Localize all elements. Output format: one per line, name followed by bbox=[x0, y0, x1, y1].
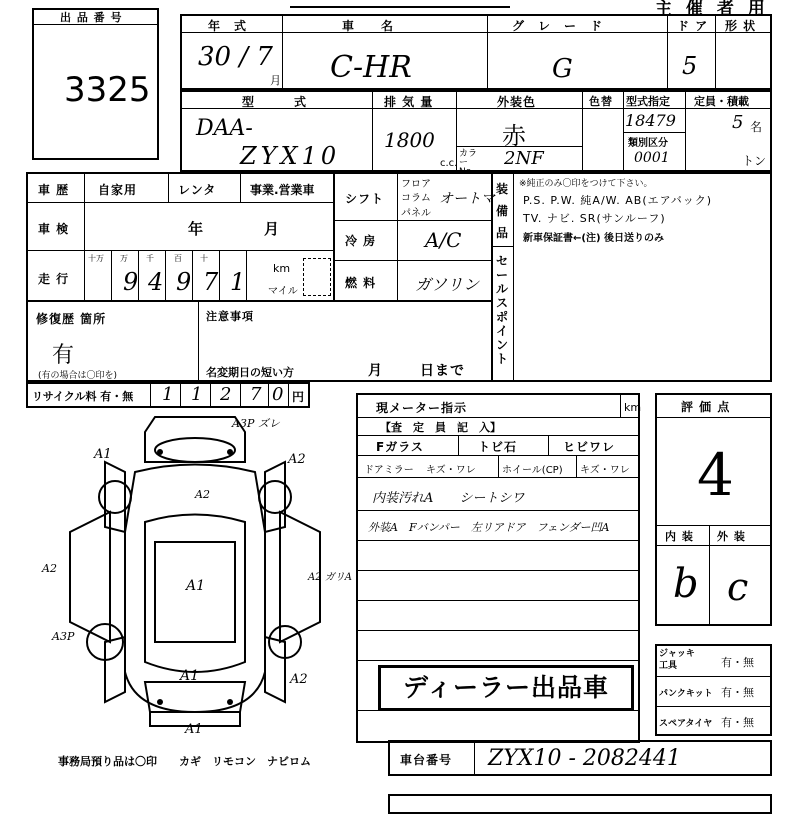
recycle-digit: 0 bbox=[272, 384, 284, 405]
mileage-label: 走 行 bbox=[38, 272, 70, 286]
inspection-label: 車 検 bbox=[38, 222, 70, 236]
year-label: 年 式 bbox=[208, 19, 248, 33]
score-label: 評 価 点 bbox=[681, 400, 731, 414]
name-change-month: 月 bbox=[368, 363, 383, 379]
cc-unit: c.c. bbox=[440, 158, 458, 169]
type-value-line1: DAA- bbox=[196, 116, 253, 141]
mileage-place-10: 十 bbox=[200, 254, 208, 263]
lot-number-box bbox=[32, 8, 159, 160]
bottom-box bbox=[388, 794, 772, 814]
mileage-digit: 9 bbox=[123, 268, 139, 296]
history-option-business: 事業.営業車 bbox=[250, 183, 315, 197]
inspector-note-line1: 内装汚れA シートシワ bbox=[372, 491, 525, 506]
fuel-value: ガソリン bbox=[415, 275, 480, 294]
interior-value: b bbox=[673, 561, 699, 607]
shape-label: 形 状 bbox=[725, 19, 757, 33]
fuel-label: 燃 料 bbox=[345, 276, 377, 290]
tool-jack-label: ジャッキ工具 bbox=[659, 649, 695, 671]
doors-value: 5 bbox=[682, 52, 698, 80]
mileage-unit-km: km bbox=[273, 262, 291, 275]
vehicle-row2 bbox=[180, 90, 772, 177]
shift-label: シフト bbox=[345, 192, 385, 206]
class-value: 0001 bbox=[634, 150, 670, 166]
displacement-value: 1800 bbox=[384, 128, 435, 152]
repair-note: (有の場合は〇印を) bbox=[38, 371, 118, 381]
name-change-day: 日まで bbox=[420, 363, 465, 379]
type-designation-value: 18479 bbox=[625, 111, 676, 130]
repair-value: 有 bbox=[52, 343, 75, 368]
vehicle-row1 bbox=[180, 14, 772, 90]
meter-label: 現メーター指示 bbox=[376, 401, 468, 415]
type-designation-label: 型式指定 bbox=[626, 95, 670, 108]
inspector-block bbox=[356, 393, 640, 743]
shift-block bbox=[333, 172, 493, 302]
displacement-label: 排 気 量 bbox=[384, 95, 434, 109]
equipment-note: ※純正のみ〇印をつけて下さい。 bbox=[519, 179, 653, 189]
mileage-digit: 9 bbox=[176, 268, 192, 296]
history-option-private: 自家用 bbox=[98, 183, 138, 197]
lot-number-label: 出 品 番 号 bbox=[60, 11, 123, 24]
inspection-year-unit: 年 bbox=[188, 220, 205, 238]
wheel-label: ホイール(CP) bbox=[502, 465, 563, 476]
chassis-label: 車台番号 bbox=[400, 753, 453, 767]
chassis-block bbox=[388, 740, 772, 776]
damage-mark: A1 bbox=[180, 668, 200, 684]
notes-label: 注意事項 bbox=[206, 310, 254, 323]
damage-mark: A3P ズレ bbox=[232, 417, 280, 430]
shift-option-floor: フロア bbox=[401, 179, 431, 190]
recycle-digit: 1 bbox=[191, 384, 203, 405]
mileage-digit: 1 bbox=[230, 268, 246, 296]
chassis-value: ZYX10 - 2082441 bbox=[488, 746, 681, 771]
lot-number-value: 3325 bbox=[64, 70, 151, 110]
top-blurred-title bbox=[290, 0, 510, 8]
mirror-label: ドアミラー bbox=[364, 465, 414, 476]
history-option-rental: レンタ bbox=[178, 183, 217, 197]
meter-unit: km bbox=[624, 401, 642, 414]
inspector-note-line2: 外装A Fバンパー 左リアドア フェンダー凹A bbox=[368, 521, 610, 534]
wheel-options: キズ・ワレ bbox=[580, 465, 630, 476]
model-label: 車 名 bbox=[342, 19, 395, 33]
damage-mark: A2 ガリA bbox=[308, 572, 352, 583]
ac-value: A/C bbox=[425, 228, 462, 252]
sales-point-label: セールスポイント bbox=[496, 254, 510, 366]
exterior-label: 外 装 bbox=[717, 530, 746, 543]
inspection-month-unit: 月 bbox=[264, 220, 281, 238]
office-items-label: 事務局預り品は〇印 カギ リモコン ナビロム bbox=[58, 755, 311, 768]
grade-label: グ レ ー ド bbox=[512, 19, 604, 33]
ac-label: 冷 房 bbox=[345, 234, 377, 248]
history-label: 車 歴 bbox=[38, 183, 70, 197]
recycle-digit: 1 bbox=[162, 384, 174, 405]
history-block bbox=[26, 172, 335, 302]
crack-label: ヒビワレ bbox=[563, 440, 616, 454]
exterior-color-label: 外装色 bbox=[497, 95, 537, 109]
exterior-value: c bbox=[727, 565, 749, 609]
damage-mark: A1 bbox=[186, 578, 206, 594]
type-value-line2: ZYX10 bbox=[240, 142, 341, 170]
equipment-line2: TV. ナビ. SR(サンルーフ) bbox=[523, 212, 666, 225]
mileage-digit: 4 bbox=[148, 268, 164, 296]
year-month-unit: 月 bbox=[270, 74, 281, 87]
damage-mark: A2 bbox=[288, 452, 306, 467]
ton-unit: トン bbox=[742, 154, 767, 168]
recycle-box bbox=[26, 382, 310, 408]
top-title: 主 催 者 用 bbox=[655, 0, 769, 19]
exterior-color-value: 赤 bbox=[502, 122, 526, 150]
shift-option-column: コラム bbox=[401, 193, 431, 204]
inspector-header: 【査 定 員 記 入】 bbox=[380, 421, 501, 434]
recycle-digit: 7 bbox=[250, 384, 262, 405]
mileage-unit-mile: マイル bbox=[268, 286, 298, 297]
tool-jack-value: 有・無 bbox=[721, 656, 754, 669]
recycle-unit: 円 bbox=[292, 390, 305, 404]
mileage-place-10k: 万 bbox=[120, 254, 128, 263]
damage-mark: A2 bbox=[195, 488, 210, 501]
mirror-options: キズ・ワレ bbox=[426, 465, 476, 476]
mileage-place-1k: 千 bbox=[146, 254, 154, 263]
capacity-unit: 名 bbox=[750, 120, 763, 134]
year-value: 30 / 7 bbox=[198, 42, 273, 72]
color-no-label: カラー No. bbox=[459, 149, 478, 177]
recycle-digit: 2 bbox=[220, 384, 232, 405]
tool-spare-label: スペアタイヤ bbox=[659, 719, 713, 729]
repair-label: 修復歴 箇所 bbox=[36, 312, 107, 326]
tool-puncture-label: パンクキット bbox=[659, 689, 713, 699]
chip-label: トビ石 bbox=[478, 440, 518, 454]
name-change-label: 名変期日の短い方 bbox=[206, 366, 294, 379]
interior-label: 内 装 bbox=[665, 530, 694, 543]
mileage-digit: 7 bbox=[203, 268, 219, 296]
damage-mark: A2 bbox=[42, 562, 57, 575]
mileage-place-100k: 十万 bbox=[88, 254, 104, 263]
damage-mark: A2 bbox=[290, 672, 308, 687]
score-block bbox=[655, 393, 772, 626]
color-no-value: 2NF bbox=[504, 148, 544, 169]
mileage-place-100: 百 bbox=[174, 254, 182, 263]
windshield-label: Fガラス bbox=[376, 440, 424, 454]
mileage-mile-box bbox=[303, 258, 331, 296]
capacity-value: 5 bbox=[732, 112, 744, 133]
repair-block bbox=[26, 300, 493, 382]
damage-mark: A1 bbox=[94, 447, 112, 462]
type-label: 型 式 bbox=[242, 95, 308, 109]
tool-puncture-value: 有・無 bbox=[721, 686, 754, 699]
equipment-label: 装 備 品 bbox=[496, 182, 510, 240]
capacity-label: 定員・積載 bbox=[694, 95, 749, 108]
shift-option-panel: パネル bbox=[401, 208, 431, 219]
damage-mark: A3P bbox=[52, 630, 75, 643]
color-change-label: 色替 bbox=[589, 95, 613, 108]
model-value: C-HR bbox=[330, 50, 412, 85]
grade-value: G bbox=[552, 54, 573, 84]
doors-label: ド ア bbox=[677, 19, 709, 33]
score-value: 4 bbox=[697, 441, 734, 509]
class-label: 類別区分 bbox=[628, 138, 668, 149]
recycle-label: リサイクル料 有・無 bbox=[32, 390, 134, 403]
damage-mark: A1 bbox=[185, 722, 203, 737]
tools-block bbox=[655, 644, 772, 736]
equipment-line3: 新車保証書←(注) 後日送りのみ bbox=[523, 233, 665, 244]
tool-spare-value: 有・無 bbox=[721, 716, 754, 729]
dealer-stamp: ディーラー出品車 bbox=[378, 665, 634, 711]
shift-value: オートマ bbox=[439, 191, 495, 207]
equipment-line1: P.S. P.W. 純A/W. AB(エアバック) bbox=[523, 194, 713, 207]
equipment-block bbox=[491, 172, 772, 382]
